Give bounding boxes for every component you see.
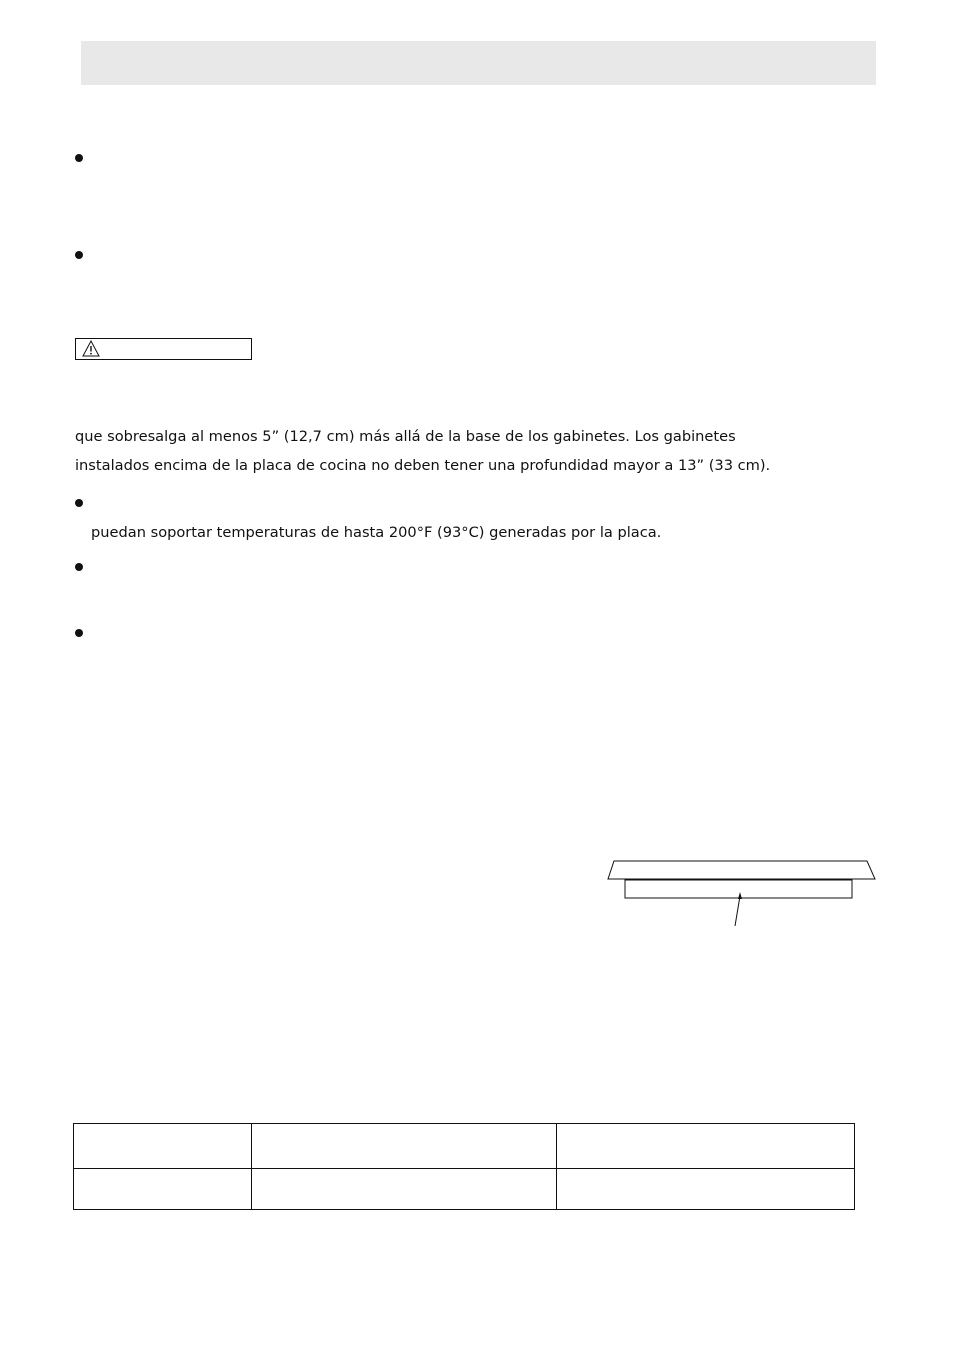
warning-label-box bbox=[75, 338, 252, 360]
bullet-icon bbox=[75, 499, 83, 507]
cooktop-body bbox=[625, 880, 852, 898]
table-row bbox=[74, 1169, 855, 1210]
table-cell bbox=[74, 1169, 252, 1210]
table-cell bbox=[251, 1169, 557, 1210]
table-cell bbox=[557, 1124, 855, 1169]
table-cell bbox=[557, 1169, 855, 1210]
bullet-icon bbox=[75, 154, 83, 162]
table-cell bbox=[74, 1124, 252, 1169]
cooktop-glass-top bbox=[608, 861, 875, 879]
bullet-icon bbox=[75, 251, 83, 259]
paragraph-line-2: instalados encima de la placa de cocina no deben tener una profundidad mayor a 13” (33 cm). bbox=[75, 457, 771, 474]
warning-triangle-icon bbox=[82, 340, 100, 357]
table-row bbox=[74, 1124, 855, 1169]
specification-table bbox=[73, 1123, 855, 1210]
bullet-icon bbox=[75, 563, 83, 571]
figure-leader-line bbox=[735, 896, 740, 926]
table-cell bbox=[251, 1124, 557, 1169]
cooktop-side-view-diagram bbox=[606, 858, 876, 930]
paragraph-line-1: que sobresalga al menos 5” (12,7 cm) más allá de la base de los gabinetes. Los gabinetes bbox=[75, 428, 736, 445]
bullet-continuation-line: puedan soportar temperaturas de hasta 200°F (93°C) generadas por la placa. bbox=[91, 524, 662, 541]
bullet-icon bbox=[75, 629, 83, 637]
section-header-band bbox=[81, 41, 876, 85]
